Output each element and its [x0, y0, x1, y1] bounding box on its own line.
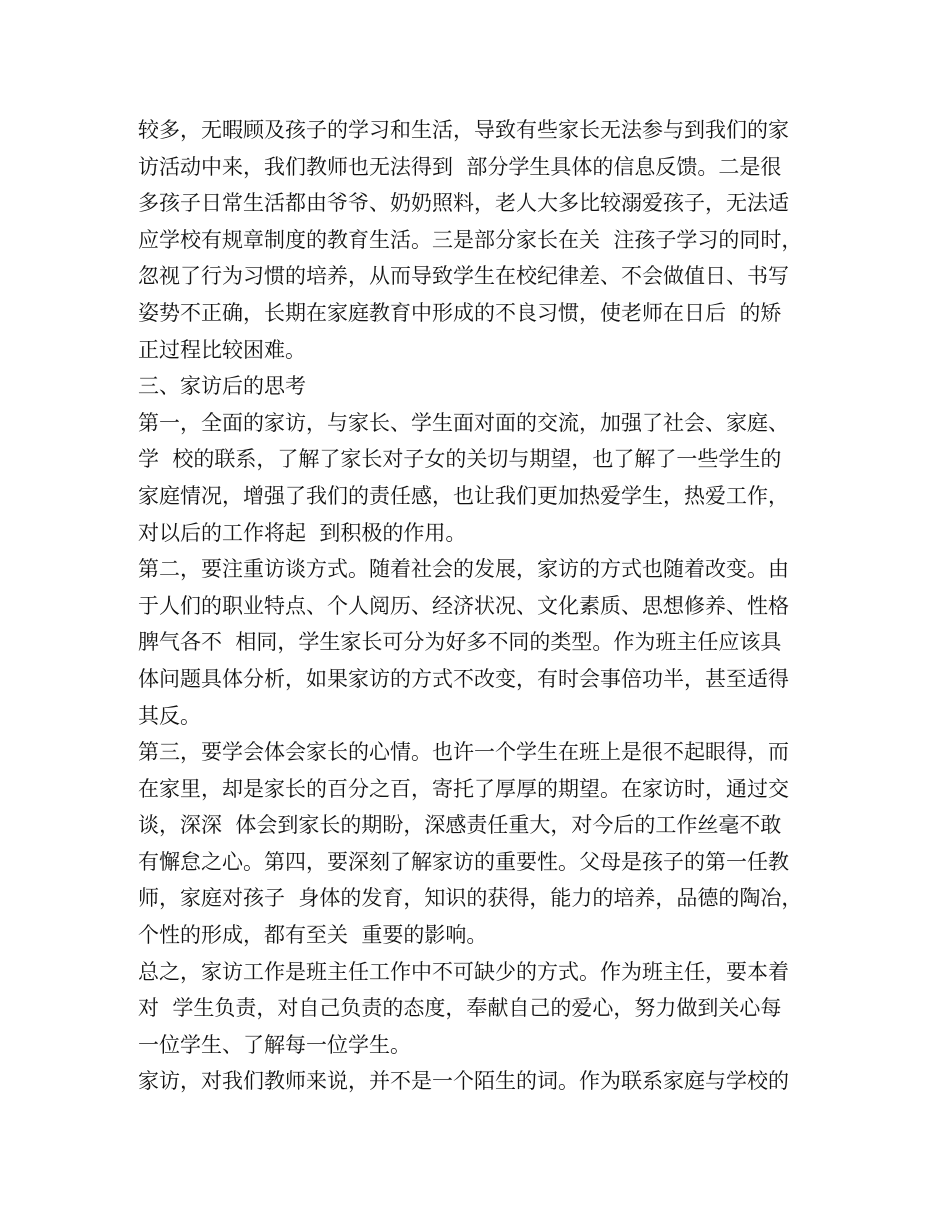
text-line: 有懈怠之心。第四，要深刻了解家访的重要性。父母是孩子的第一任教 [138, 849, 789, 874]
text-line: 忽视了行为习惯的培养，从而导致学生在校纪律差、不会做值日、书写 [138, 264, 789, 289]
text-line: 个性的形成，都有至关 重要的影响。 [138, 923, 488, 948]
text-line: 家庭情况，增强了我们的责任感，也让我们更加热爱学生，热爱工作， [138, 483, 789, 508]
text-line: 谈，深深 体会到家长的期盼，深感责任重大，对今后的工作丝毫不敢 [138, 813, 782, 838]
document-body [138, 112, 838, 1100]
text-line: 较多，无暇顾及孩子的学习和生活，导致有些家长无法参与到我们的家 [138, 118, 789, 142]
text-line: 学 校的联系，了解了家长对子女的关切与期望，也了解了一些学生的 [138, 447, 782, 472]
text-line: 脾气各不 相同，学生家长可分为好多不同的类型。作为班主任应该具 [138, 630, 782, 655]
text-line: 体问题具体分析，如果家访的方式不改变，有时会事倍功半，甚至适得 [138, 666, 789, 691]
text-line: 一位学生、了解每一位学生。 [138, 1032, 411, 1057]
text-line: 姿势不正确，长期在家庭教育中形成的不良习惯，使老师在日后 的矫 [138, 300, 782, 325]
text-line: 其反。 [138, 703, 201, 728]
text-line: 师，家庭对孩子 身体的发育，知识的获得，能力的培养，品德的陶冶， [138, 886, 803, 911]
text-line: 第二，要注重访谈方式。随着社会的发展，家访的方式也随着改变。由 [138, 557, 789, 582]
text-line: 多孩子日常生活都由爷爷、奶奶照料，老人大多比较溺爱孩子，无法适 [138, 191, 789, 216]
section-heading: 三、家访后的思考 [138, 374, 306, 399]
text-line: 于人们的职业特点、个人阅历、经济状况、文化素质、思想修养、性格 [138, 593, 789, 618]
text-line: 总之，家访工作是班主任工作中不可缺少的方式。作为班主任，要本着 [138, 959, 789, 984]
text-line: 对 学生负责，对自己负责的态度，奉献自己的爱心，努力做到关心每 [138, 996, 782, 1021]
text-line: 应学校有规章制度的教育生活。三是部分家长在关 注孩子学习的同时， [138, 227, 803, 252]
text-line: 在家里，却是家长的百分之百，寄托了厚厚的期望。在家访时，通过交 [138, 776, 789, 801]
text-line: 正过程比较困难。 [138, 337, 306, 362]
text-line: 第一，全面的家访，与家长、学生面对面的交流，加强了社会、家庭、 [138, 410, 789, 435]
text-line: 对以后的工作将起 到积极的作用。 [138, 520, 467, 545]
text-line: 访活动中来，我们教师也无法得到 部分学生具体的信息反馈。二是很 [138, 154, 782, 179]
text-line: 家访，对我们教师来说，并不是一个陌生的词。作为联系家庭与学校的 [138, 1069, 789, 1094]
text-line: 第三，要学会体会家长的心情。也许一个学生在班上是很不起眼得，而 [138, 740, 789, 765]
